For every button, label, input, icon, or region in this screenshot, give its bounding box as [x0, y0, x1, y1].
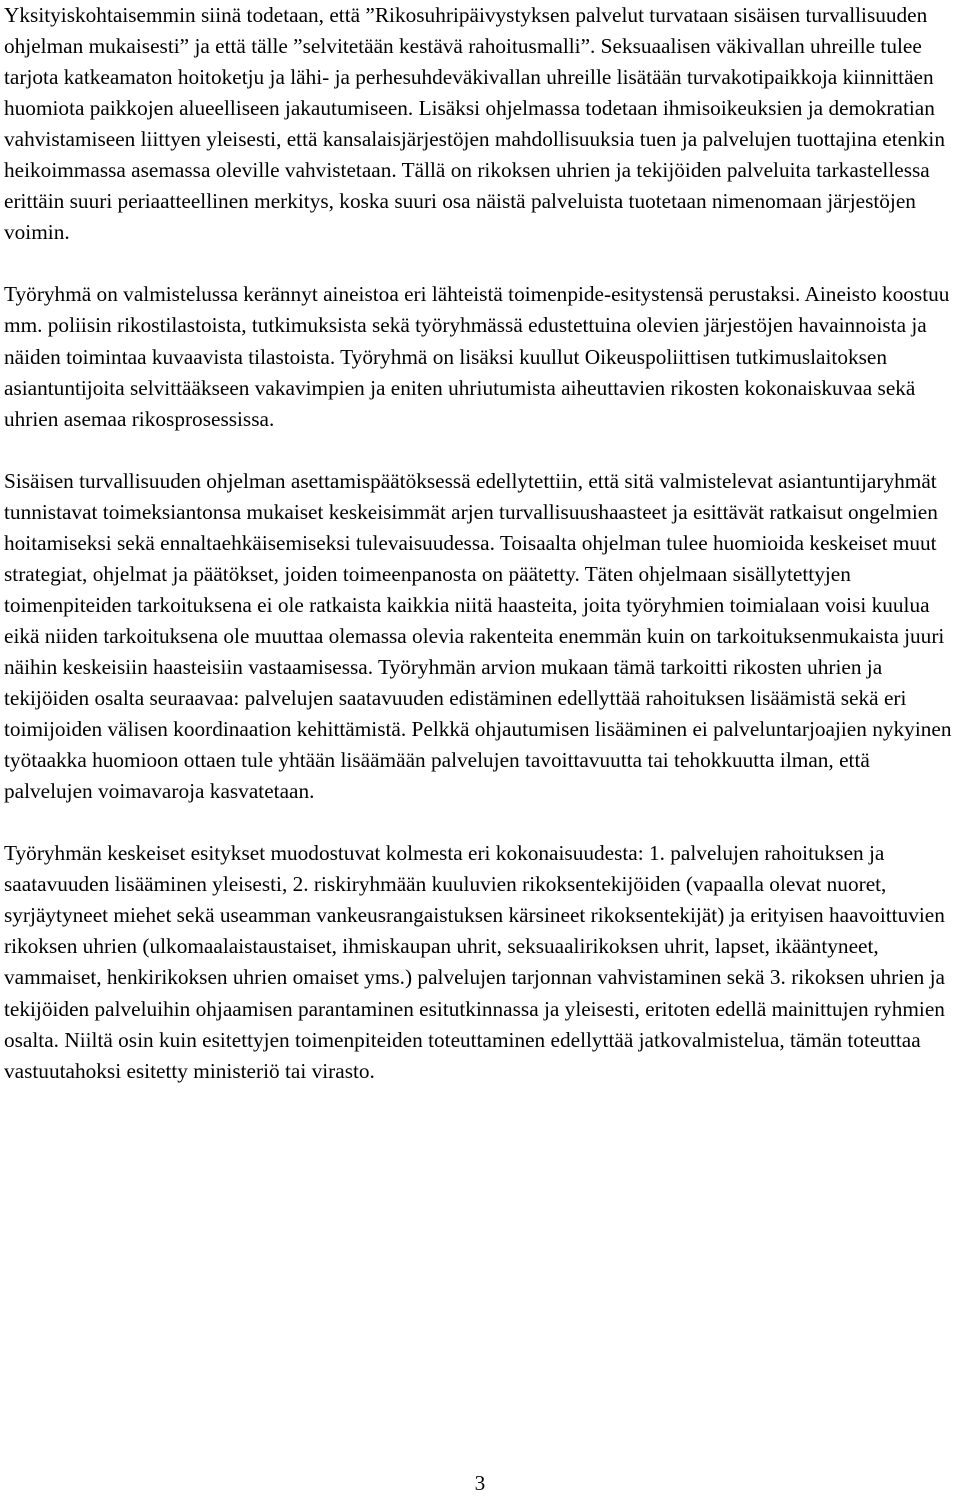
- paragraph-aineisto: Työryhmä on valmistelussa kerännyt aineistoa eri lähteistä toimenpide-esitystensä perustaksi. Aineisto koostuu mm. poliisin rikostilastoista, tutkimuksista sekä työryhmässä edustettuina olevien järjestöjen havainnoista ja näiden toimintaa kuvaavista tilastoista. Työryhmä on lisäksi kuullut Oikeuspoliittisen tutkimuslaitoksen asiantuntijoita selvittääkseen vakavimpien ja eniten uhriutumista aiheuttavien rikosten kokonaiskuvaa sekä uhrien asemaa rikosprosessissa.: [4, 282, 950, 431]
- page-number: 3: [474, 1471, 486, 1495]
- paragraph-ohjelman-asettaminen: Sisäisen turvallisuuden ohjelman asettamispäätöksessä edellytettiin, että sitä valmistelevat asiantuntijaryhmät tunnistavat toimeksiantonsa mukaiset keskeisimmät arjen turvallisuushaasteet ja esittävät ratkaisut ongelmien hoitamiseksi sekä ennaltaehkäisemiseksi tulevaisuudessa. Toisaalta ohjelman tulee huomioida keskeiset muut strategiat, ohjelmat ja päätökset, joiden toimeenpanosta on päätetty. Täten ohjelmaan sisällytettyjen toimenpiteiden tarkoituksena ei ole ratkaista kaikkia niitä haasteita, joita työryhmien toimialaan voisi kuulua eikä niiden tarkoituksena ole muuttaa olemassa olevia rakenteita enemmän kuin on tarkoituksenmukaista juuri näihin keskeisiin haasteisiin vastaamisessa. Työryhmän arvion mukaan tämä tarkoitti rikosten uhrien ja tekijöiden osalta seuraavaa: palvelujen saatavuuden edistäminen edellyttää rahoituksen lisäämistä sekä eri toimijoiden välisen koordinaation kehittämistä. Pelkkä ohjautumisen lisääminen ei palveluntarjoajien nykyinen työtaakka huomioon ottaen tule yhtään lisäämään palvelujen tavoittavuutta tai tehokkuutta ilman, että palvelujen voimavaroja kasvatetaan.: [4, 468, 952, 804]
- document-body: [4, 0, 954, 1087]
- paragraph-keskeiset-esitykset: Työryhmän keskeiset esitykset muodostuvat kolmesta eri kokonaisuudesta: 1. palvelujen rahoituksen ja saatavuuden lisääminen yleisesti, 2. riskiryhmään kuuluvien rikoksentekijöiden (vapaalla olevat nuoret, syrjäytyneet miehet sekä useamman vankeusrangaistuksen kärsineet rikoksentekijät) ja erityisen haavoittuvien rikoksen uhrien (ulkomaalaistaustaiset, ihmiskaupan uhrit, seksuaalirikoksen uhrit, lapset, ikääntyneet, vammaiset, henkirikoksen uhrien omaiset yms.) palvelujen tarjonnan vahvistaminen sekä 3. rikoksen uhrien ja tekijöiden palveluihin ohjaamisen parantaminen esitutkinnassa ja yleisesti, eritoten edellä mainittujen ryhmien osalta. Niiltä osin kuin esitettyjen toimenpiteiden toteuttaminen edellyttää jatkovalmistelua, tämän toteuttaa vastuutahoksi esitetty ministeriö tai virasto.: [4, 841, 945, 1083]
- paragraph-uhripalvelut: Yksityiskohtaisemmin siinä todetaan, että ”Rikosuhripäivystyksen palvelut turvataan sisäisen turvallisuuden ohjelman mukaisesti” ja että tälle ”selvitetään kestävä rahoitusmalli”. Seksuaalisen väkivallan uhreille tulee tarjota katkeamaton hoitoketju ja lähi- ja perhesuhdeväkivallan uhreille lisätään turvakotipaikkoja kiinnittäen huomiota paikkojen alueelliseen jakautumiseen. Lisäksi ohjelmassa todetaan ihmisoikeuksien ja demokratian vahvistamiseen liittyen yleisesti, että kansalaisjärjestöjen mahdollisuuksia tuen ja palvelujen tuottajina etenkin heikoimmassa asemassa oleville vahvistetaan. Tällä on rikoksen uhrien ja tekijöiden palveluita tarkastellessa erittäin suuri periaatteellinen merkitys, koska suuri osa näistä palveluista tuotetaan nimenomaan järjestöjen voimin.: [4, 3, 945, 245]
